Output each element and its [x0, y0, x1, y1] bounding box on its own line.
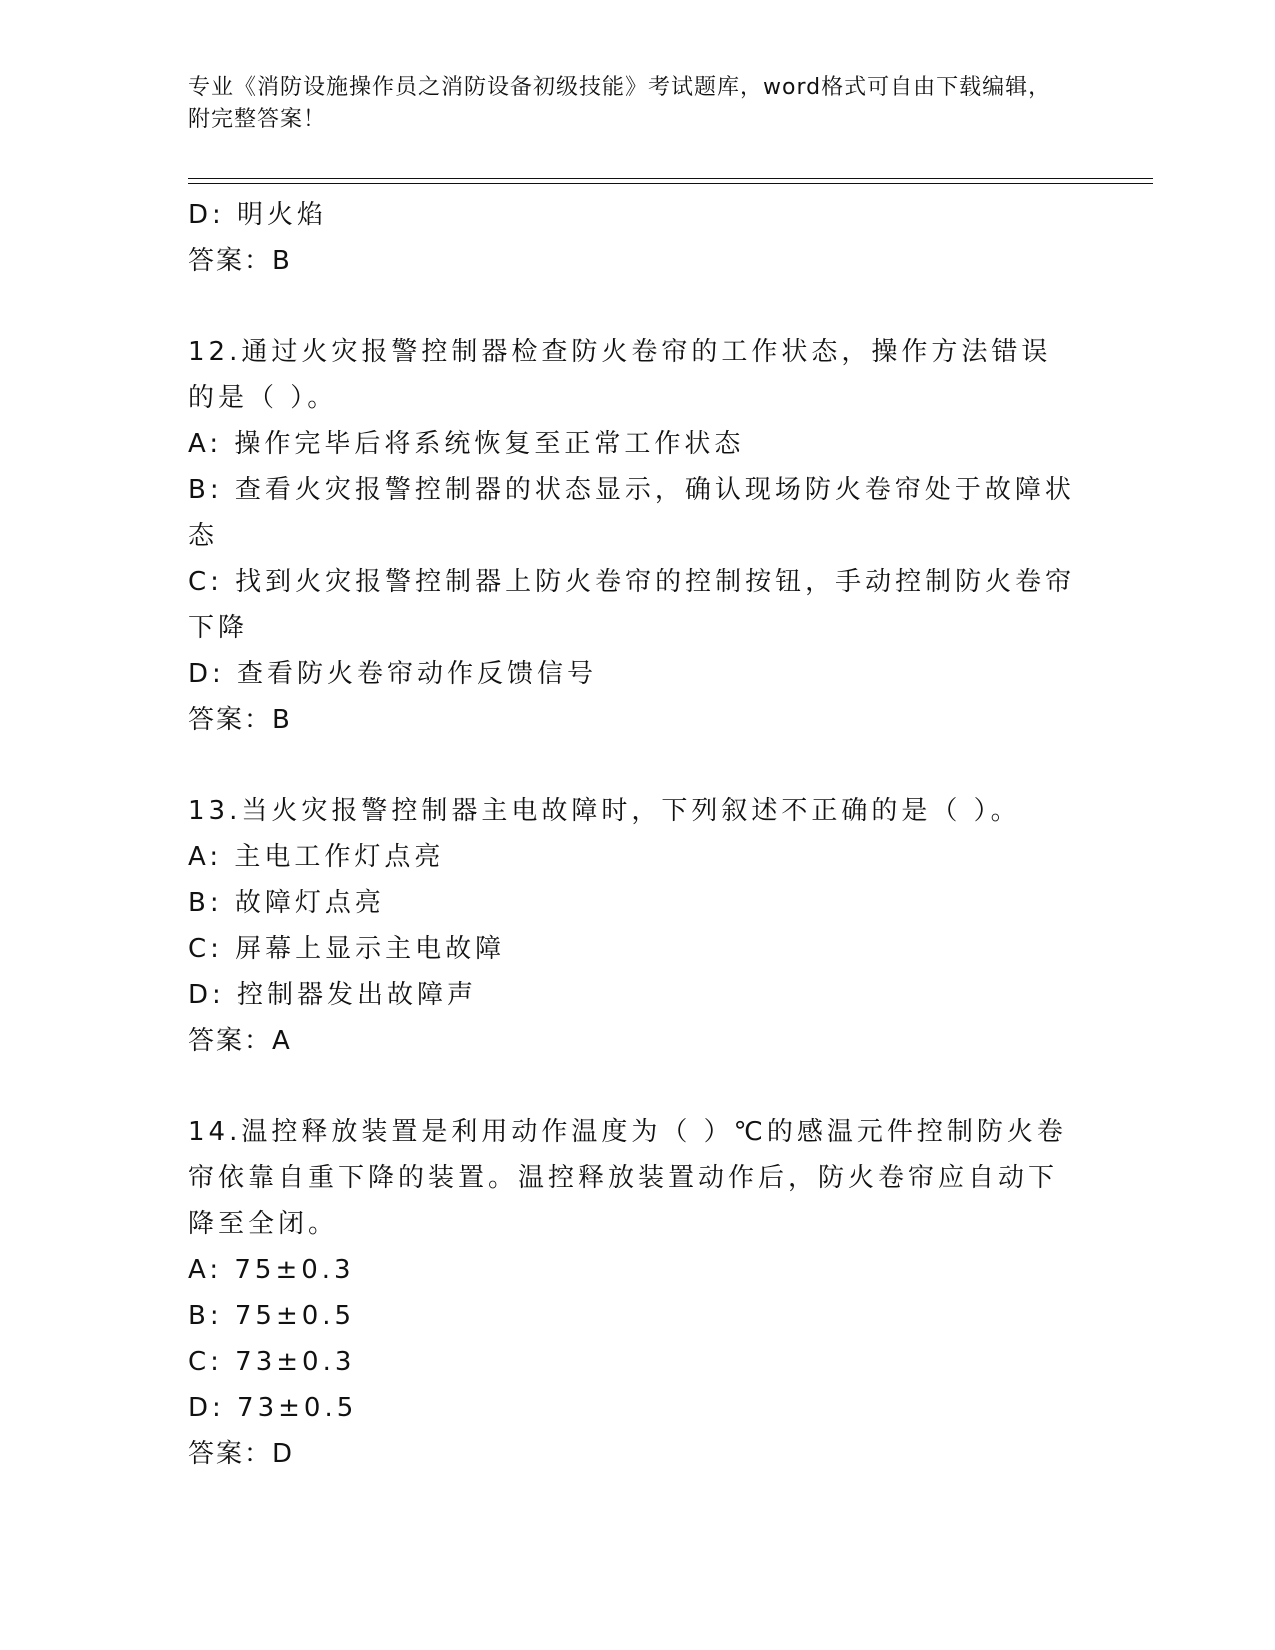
prev-answer: 答案：B	[188, 246, 292, 276]
answer: 答案：B	[188, 705, 292, 735]
question-12	[188, 329, 1078, 743]
answer: 答案：A	[188, 1026, 292, 1056]
option-d: D: 控制器发出故障声	[188, 980, 478, 1010]
header-divider-bottom	[188, 183, 1153, 184]
option-d: D: 73±0.5	[188, 1393, 358, 1423]
document-header: 专业《消防设施操作员之消防设备初级技能》考试题库，word格式可自由下载编辑，附完整答案！	[188, 75, 1052, 132]
option-c: C: 屏幕上显示主电故障	[188, 934, 506, 964]
option-d: D: 查看防火卷帘动作反馈信号	[188, 659, 598, 689]
option-a: A: 75±0.3	[188, 1255, 355, 1285]
question-13	[188, 788, 1078, 1064]
question-stem: 12.通过火灾报警控制器检查防火卷帘的工作状态，操作方法错误的是（ ）。	[188, 337, 1052, 413]
option-b: B: 75±0.5	[188, 1301, 356, 1331]
question-stem: 14.温控释放装置是利用动作温度为（ ）℃的感温元件控制防火卷帘依靠自重下降的装置。温控释放装置动作后，防火卷帘应自动下降至全闭。	[188, 1117, 1067, 1239]
question-14	[188, 1109, 1078, 1477]
option-c: C: 找到火灾报警控制器上防火卷帘的控制按钮，手动控制防火卷帘下降	[188, 567, 1076, 643]
question-stem: 13.当火灾报警控制器主电故障时，下列叙述不正确的是（ ）。	[188, 796, 1021, 826]
option-b: B: 故障灯点亮	[188, 888, 385, 918]
prev-option-d: D: 明火焰	[188, 200, 328, 230]
option-c: C: 73±0.3	[188, 1347, 356, 1377]
option-b: B: 查看火灾报警控制器的状态显示，确认现场防火卷帘处于故障状态	[188, 475, 1075, 551]
header-divider-top	[188, 178, 1153, 179]
question-list	[188, 192, 1078, 1477]
option-a: A: 主电工作灯点亮	[188, 842, 445, 872]
option-a: A: 操作完毕后将系统恢复至正常工作状态	[188, 429, 745, 459]
answer: 答案：D	[188, 1439, 295, 1469]
